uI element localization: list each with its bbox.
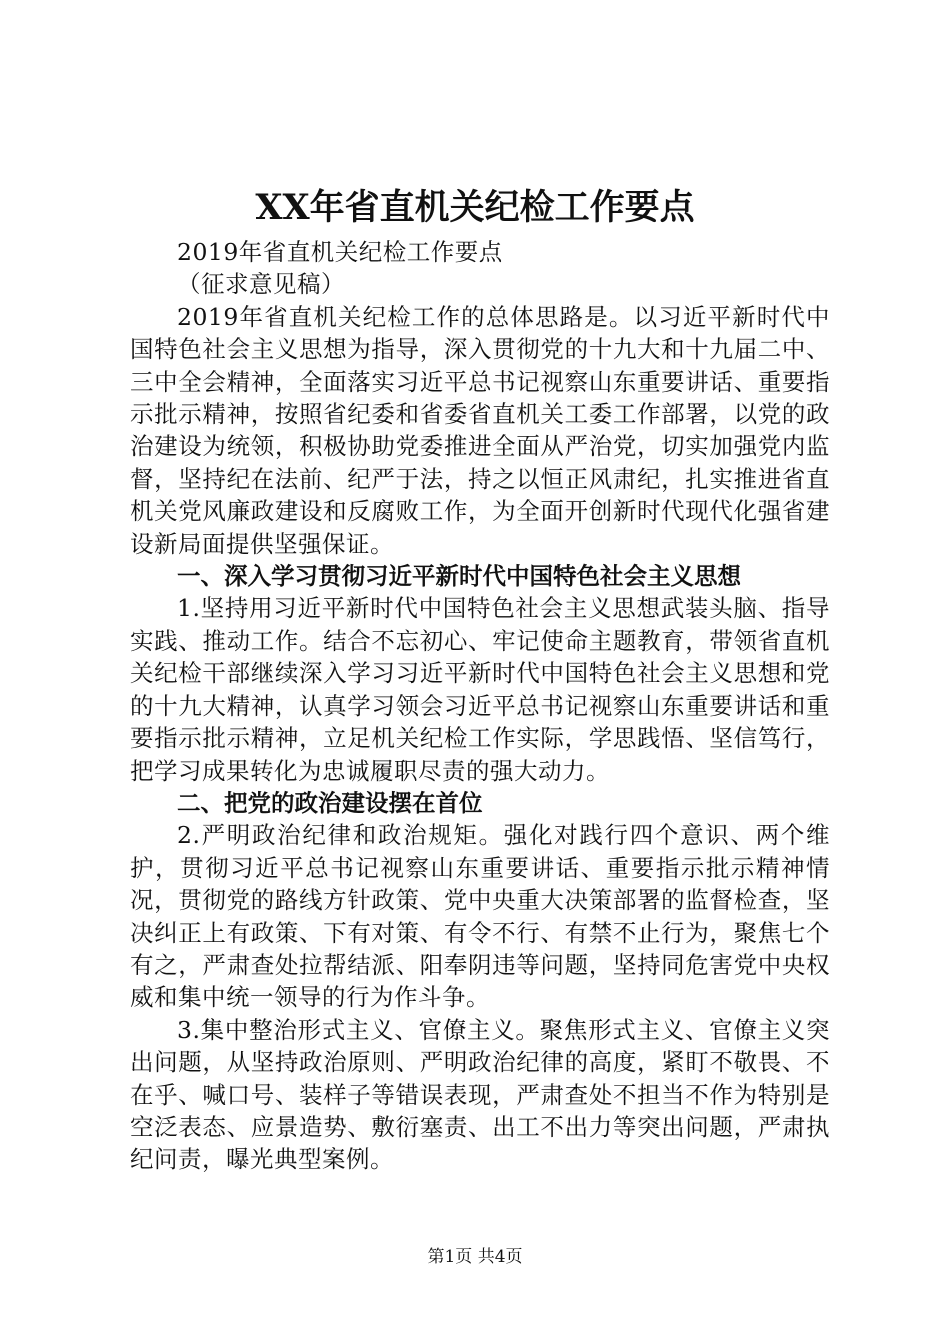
subtitle: 2019年省直机关纪检工作要点 (177, 238, 503, 266)
intro-paragraph: 2019年省直机关纪检工作的总体思路是。以习近平新时代中国特色社会主义思想为指导，深入贯彻党的十九大和十九届二中、三中全会精神，全面落实习近平总书记视察山东重要讲话、重要指示批示精神，按照省纪委和省委省直机关工委工作部署，以党的政治建设为统领，积极协助党委推进全面从严治党，切实加强党内监督，坚持纪在法前、纪严于法，持之以恒正风肃纪，扎实推进省直机关党风廉政建设和反腐败工作，为全面开创新时代现代化强省建设新局面提供坚强保证。 (130, 302, 830, 558)
document-body (130, 236, 830, 1176)
document-title: XX年省直机关纪检工作要点 (255, 187, 695, 228)
draft-note: （征求意见稿） (177, 270, 345, 299)
item-3-paragraph: 3.集中整治形式主义、官僚主义。聚焦形式主义、官僚主义突出问题，从坚持政治原则、严明政治纪律的高度，紧盯不敬畏、不在乎、喊口号、装样子等错误表现，严肃查处不担当不作为特别是空泛表态、应景造势、敷衍塞责、出工不出力等突出问题，严肃执纪问责，曝光典型案例。 (130, 1015, 830, 1174)
item-2-paragraph: 2.严明政治纪律和政治规矩。强化对践行四个意识、两个维护，贯彻习近平总书记视察山东重要讲话、重要指示批示精神情况，贯彻党的路线方针政策、党中央重大决策部署的监督检查，坚决纠正上有政策、下有对策、有令不行、有禁不止行为，聚焦七个有之，严肃查处拉帮结派、阳奉阴违等问题，坚持同危害党中央权威和集中统一领导的行为作斗争。 (130, 821, 830, 1012)
item-1-paragraph: 1.坚持用习近平新时代中国特色社会主义思想武装头脑、指导实践、推动工作。结合不忘初心、牢记使命主题教育，带领省直机关纪检干部继续深入学习习近平新时代中国特色社会主义思想和党的十九大精神，认真学习领会习近平总书记视察山东重要讲话和重要指示批示精神，立足机关纪检工作实际，学思践悟、坚信笃行，把学习成果转化为忠诚履职尽责的强大动力。 (130, 594, 830, 785)
page-footer: 第1页 共4页 (427, 1247, 523, 1267)
section-heading-1: 一、深入学习贯彻习近平新时代中国特色社会主义思想 (177, 562, 741, 591)
section-heading-2: 二、把党的政治建设摆在首位 (177, 788, 483, 817)
